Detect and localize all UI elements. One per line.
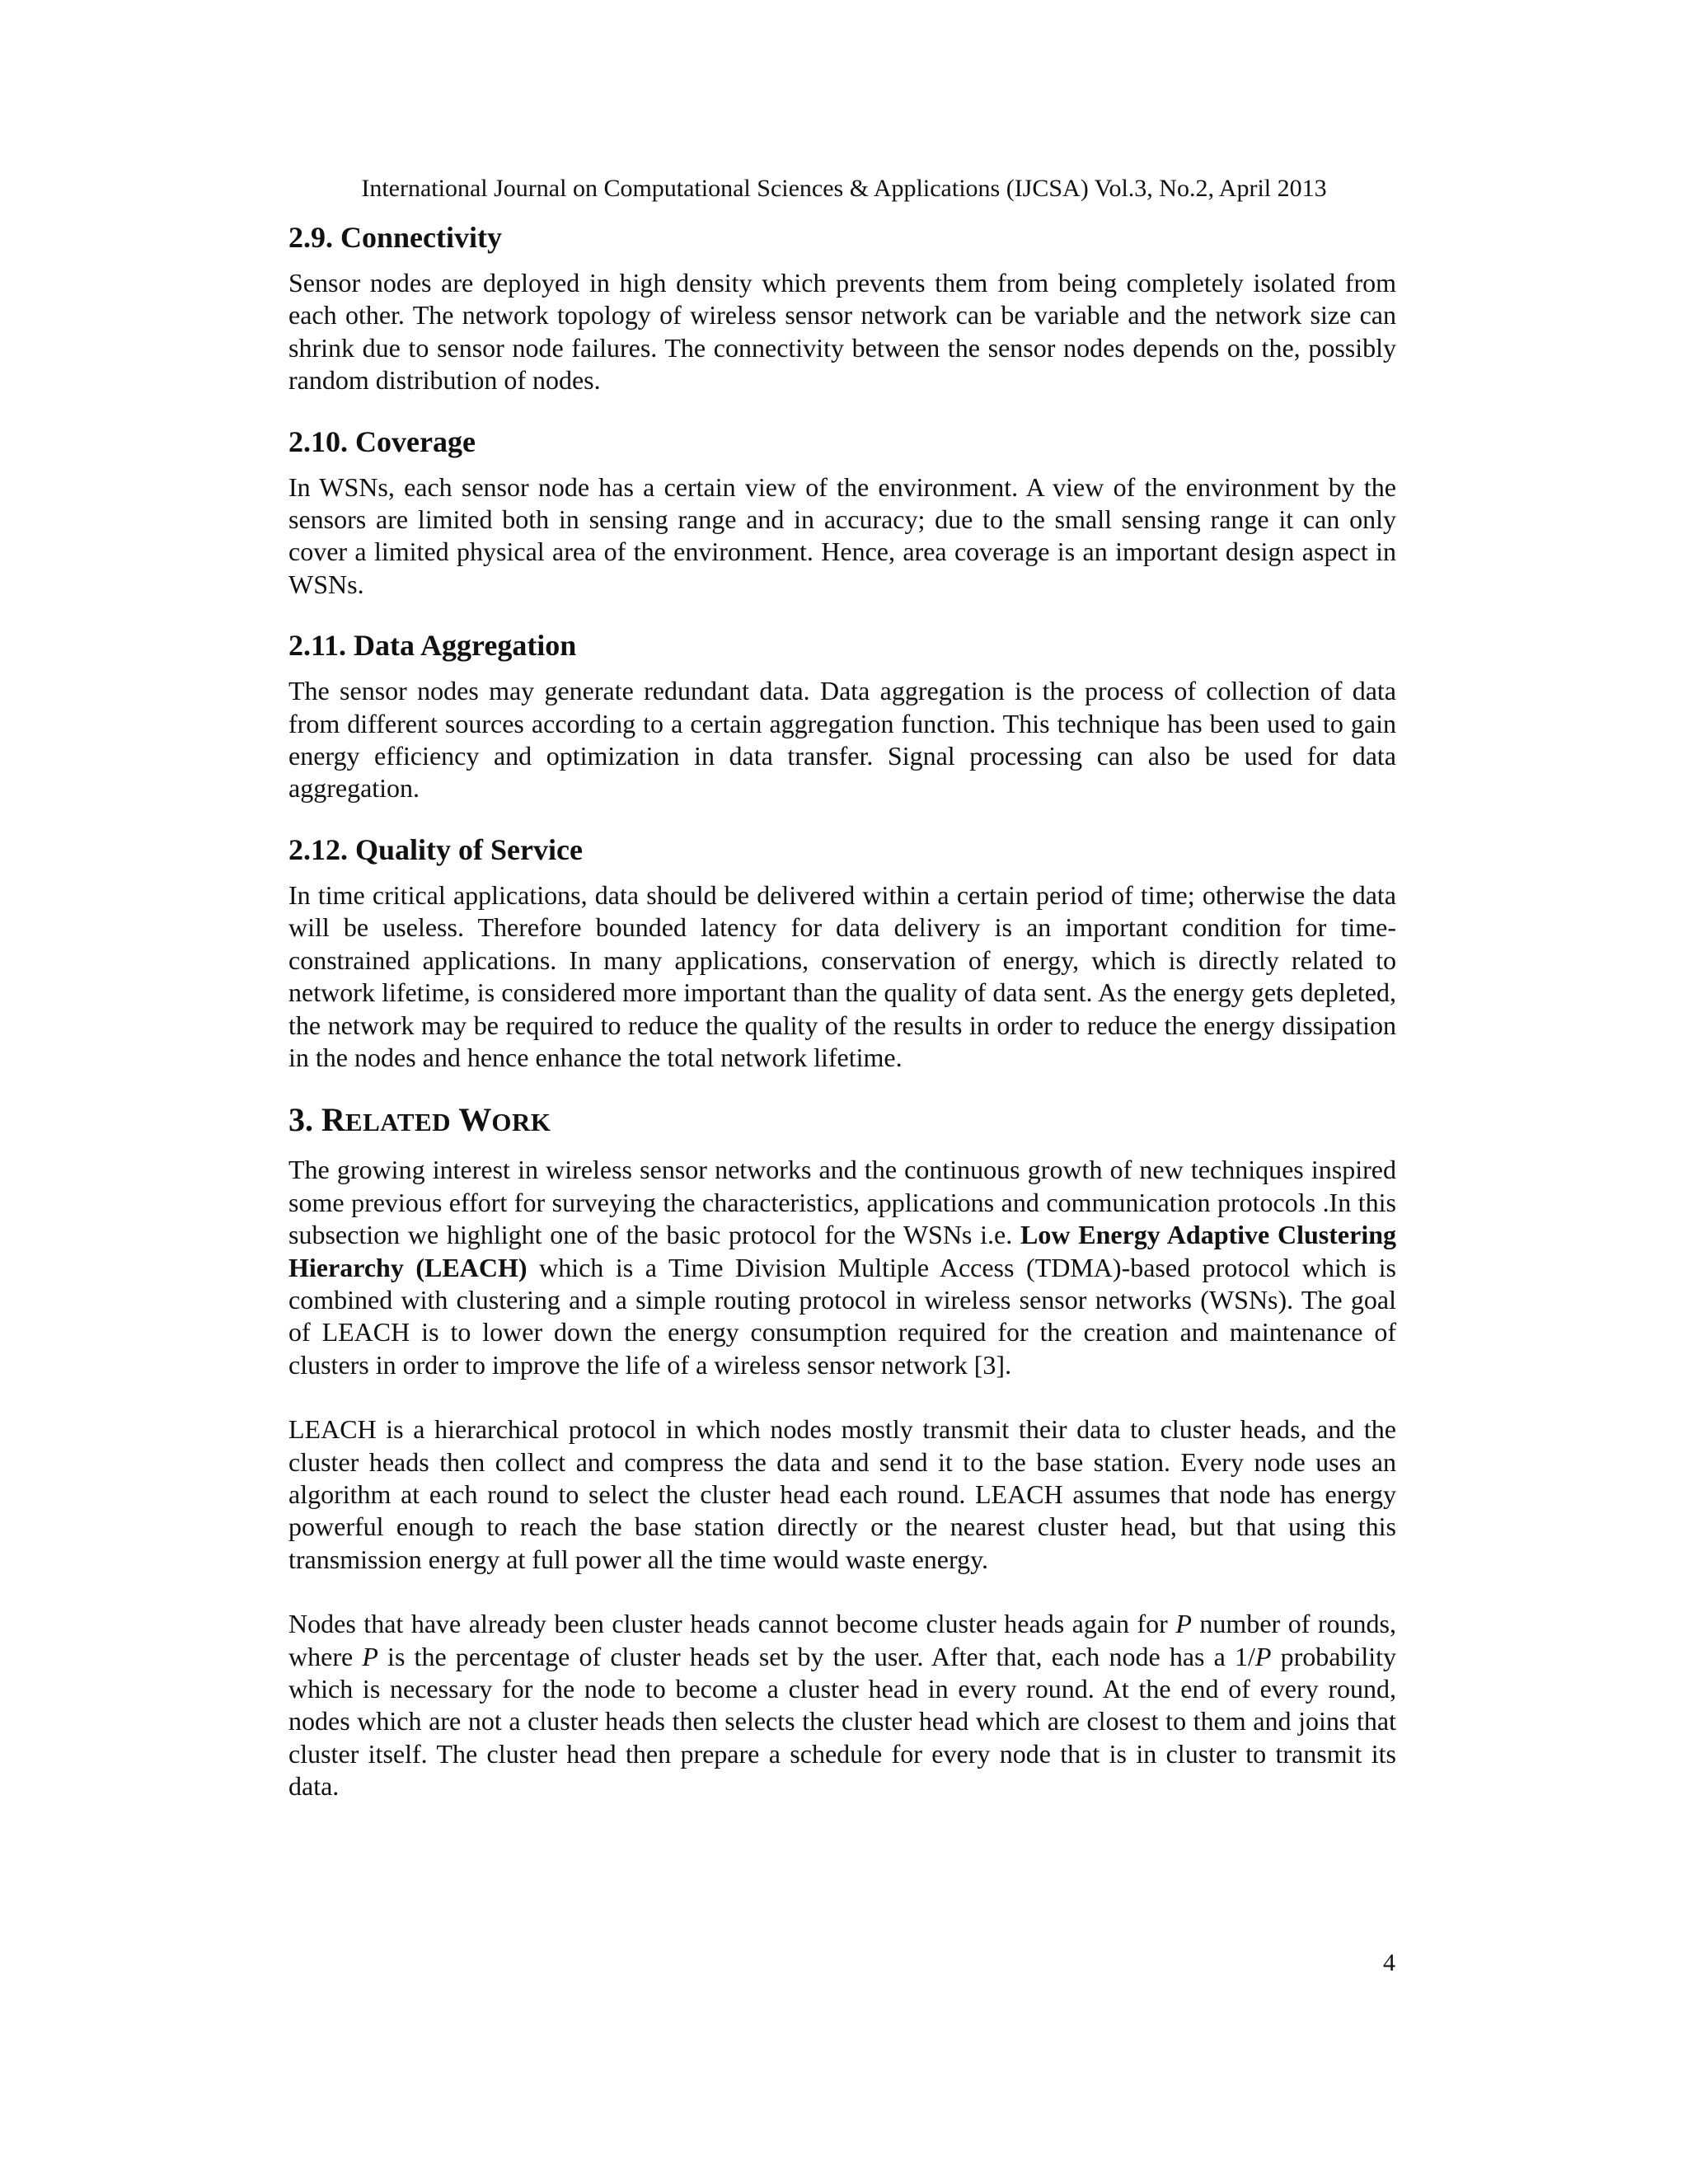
page-body (288, 218, 1396, 1803)
section-heading-coverage: 2.10. Coverage (288, 424, 476, 458)
related-work-1-text-b: which is a Time Division Multiple Access (TDMA)-based protocol which is combined with clustering and a simple routing protocol in wireless sensor networks (WSNs). The goal of LEACH is to lower down the energy consumption required for the creation and maintenance of clusters in order to improve the life of a wireless sensor network [3]. (288, 1252, 1397, 1380)
page-number: 4 (1383, 1949, 1395, 1976)
section-heading-connectivity: 2.9. Connectivity (288, 221, 502, 254)
paragraph-data-aggregation: The sensor nodes may generate redundant data. Data aggregation is the process of collection of data from different sources according to a certain aggregation function. This technique has been used to gain energy efficiency and optimization in data transfer. Signal processing can also be used for data aggregation. (288, 676, 1396, 804)
heading-cap-w: W (458, 1101, 492, 1139)
heading-cap-r: R (321, 1101, 345, 1139)
variable-p: P (362, 1641, 378, 1671)
heading-number: 3. (288, 1101, 321, 1139)
paragraph-quality-of-service: In time critical applications, data should be delivered within a certain period of time; otherwise the data will be useless. Therefore bounded latency for data delivery is an important condition for time-constrained applications. In many applications, conservation of energy, which is directly related to network lifetime, is considered more important than the quality of data sent. As the energy gets depleted, the network may be required to reduce the quality of the results in order to reduce the energy dissipation in the nodes and hence enhance the total network lifetime. (288, 879, 1396, 1072)
heading-smallcaps-ork: ORK (491, 1108, 551, 1137)
related-work-1-text-a: The growing interest in wireless sensor networks and the continuous growth of new techniques inspired some previous effort for surveying the characteristics, applications and communication protocols .In this subsection we highlight one of the basic protocol for the WSNs i.e. (288, 1155, 1396, 1250)
section-heading-quality-of-service: 2.12. Quality of Service (288, 832, 583, 866)
related-work-3-text-b: number of rounds, where (288, 1609, 1396, 1671)
section-heading-data-aggregation: 2.11. Data Aggregation (288, 629, 577, 663)
running-header: International Journal on Computational Sciences & Applications (IJCSA) Vol.3, No.2, April 2013 (361, 175, 1327, 202)
paragraph-connectivity: Sensor nodes are deployed in high density which prevents them from being completely isolated from each other. The network topology of wireless sensor network can be variable and the network size can shrink due to sensor node failures. The connectivity between the sensor nodes depends on the, possibly random distribution of nodes. (288, 268, 1396, 396)
section-heading-related-work (288, 1099, 1396, 1144)
paragraph-related-work-2: LEACH is a hierarchical protocol in which nodes mostly transmit their data to cluster heads, and the cluster heads then collect and compress the data and send it to the base station. Every node uses an algorithm at each round to select the cluster head each round. LEACH assumes that node has energy powerful enough to reach the base station directly or the nearest cluster head, but that using this transmission energy at full power all the time would waste energy. (288, 1414, 1396, 1574)
related-work-3-text-c: is the percentage of cluster heads set by the user. After that, each node has a 1/ (377, 1641, 1255, 1671)
paragraph-related-work-1 (288, 1154, 1396, 1381)
paragraph-coverage: In WSNs, each sensor node has a certain view of the environment. A view of the environment by the sensors are limited both in sensing range and in accuracy; due to the small sensing range it can only cover a limited physical area of the environment. Hence, area coverage is an important design aspect in WSNs. (288, 471, 1396, 599)
related-work-3-text-a: Nodes that have already been cluster heads cannot become cluster heads again for (288, 1609, 1176, 1639)
leach-term: Low Energy Adaptive Clustering Hierarchy (LEACH) (288, 1220, 1397, 1282)
paragraph-related-work-3 (288, 1608, 1396, 1802)
variable-p: P (1175, 1609, 1192, 1639)
variable-p: P (1254, 1641, 1272, 1671)
related-work-3-text-d: probability which is necessary for the node to become a cluster head in every round. At the end of every round, nodes which are not a cluster heads then selects the cluster head which are closest to them and joins that cluster itself. The cluster head then prepare a schedule for every node that is in cluster to transmit its data. (288, 1641, 1397, 1802)
heading-smallcaps-elated: ELATED (345, 1108, 452, 1137)
